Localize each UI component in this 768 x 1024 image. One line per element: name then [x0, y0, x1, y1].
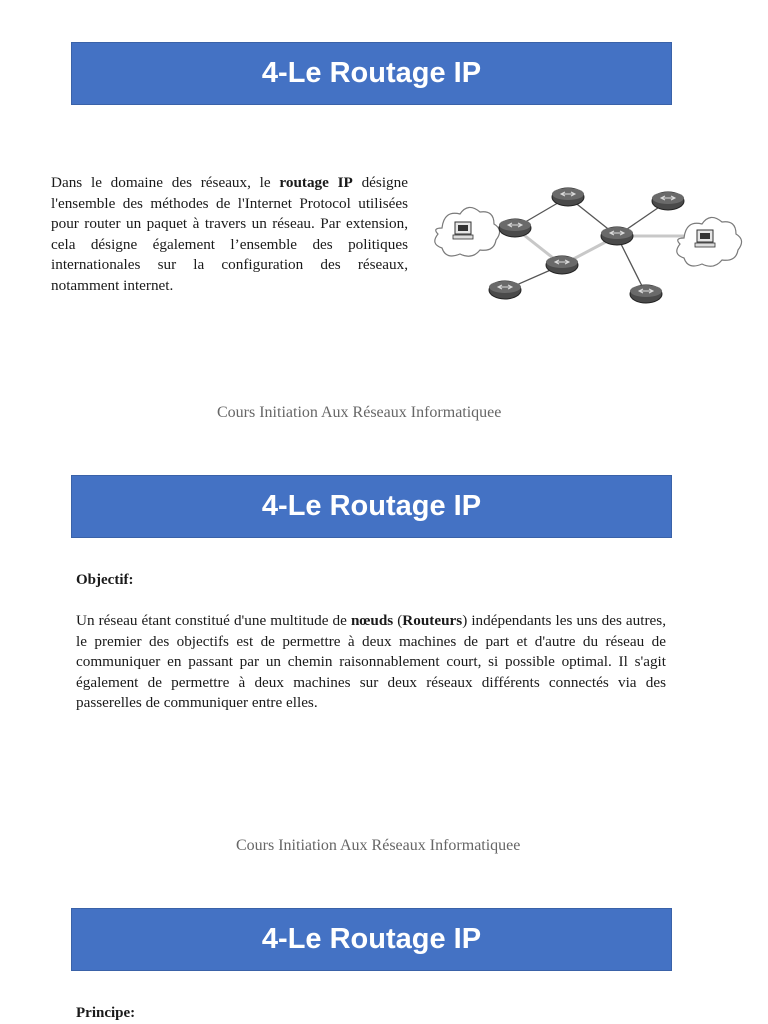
paragraph-text: désigne l'ensemble des méthodes de l'Internet Protocol utilisées pour router un paquet à travers un réseau. Par extension, cela désigne également l’ensemble des politiques internationales sur la configuration des réseaux, notamment internet.	[51, 174, 408, 294]
paragraph-bold-term: routage IP	[279, 174, 353, 191]
slide-title-banner	[71, 908, 672, 971]
router-icon	[552, 188, 584, 206]
router-icon	[601, 227, 633, 245]
router-icon	[489, 281, 521, 299]
objective-paragraph	[76, 611, 666, 714]
course-footer: Cours Initiation Aux Réseaux Informatiquee	[236, 837, 521, 854]
paragraph-text: ) indépendants les uns des autres, le premier des objectifs est de permettre à deux machines de part et d'autre du réseau de communiquer en passant par un chemin raisonnablement court, si possible optimal. Il s'agit également de permettre à deux machines sur deux réseaux différents connectés via des passerelles de communiquer entre elles.	[76, 612, 666, 712]
paragraph-text: (	[393, 612, 403, 629]
slide-title: 4-Le Routage IP	[261, 490, 482, 522]
slide-title-banner	[71, 475, 672, 538]
principle-heading: Principe:	[76, 1005, 136, 1021]
slide-title: 4-Le Routage IP	[261, 57, 482, 89]
computer-icon	[695, 230, 715, 247]
router-icon	[546, 256, 578, 274]
routing-definition-paragraph	[51, 173, 408, 297]
router-icon	[499, 219, 531, 237]
router-icon	[652, 192, 684, 210]
objective-heading: Objectif:	[76, 572, 134, 588]
slide-title-banner	[71, 42, 672, 105]
network-diagram	[418, 170, 753, 310]
course-footer: Cours Initiation Aux Réseaux Informatiquee	[217, 404, 502, 421]
computer-icon	[453, 222, 473, 239]
slide-title: 4-Le Routage IP	[261, 923, 482, 955]
paragraph-text: Un réseau étant constitué d'une multitude de	[76, 612, 351, 629]
router-icon	[630, 285, 662, 303]
paragraph-text: Dans le domaine des réseaux, le	[51, 174, 280, 191]
paragraph-bold-term: Routeurs	[402, 612, 463, 629]
paragraph-bold-term: nœuds	[350, 612, 394, 629]
